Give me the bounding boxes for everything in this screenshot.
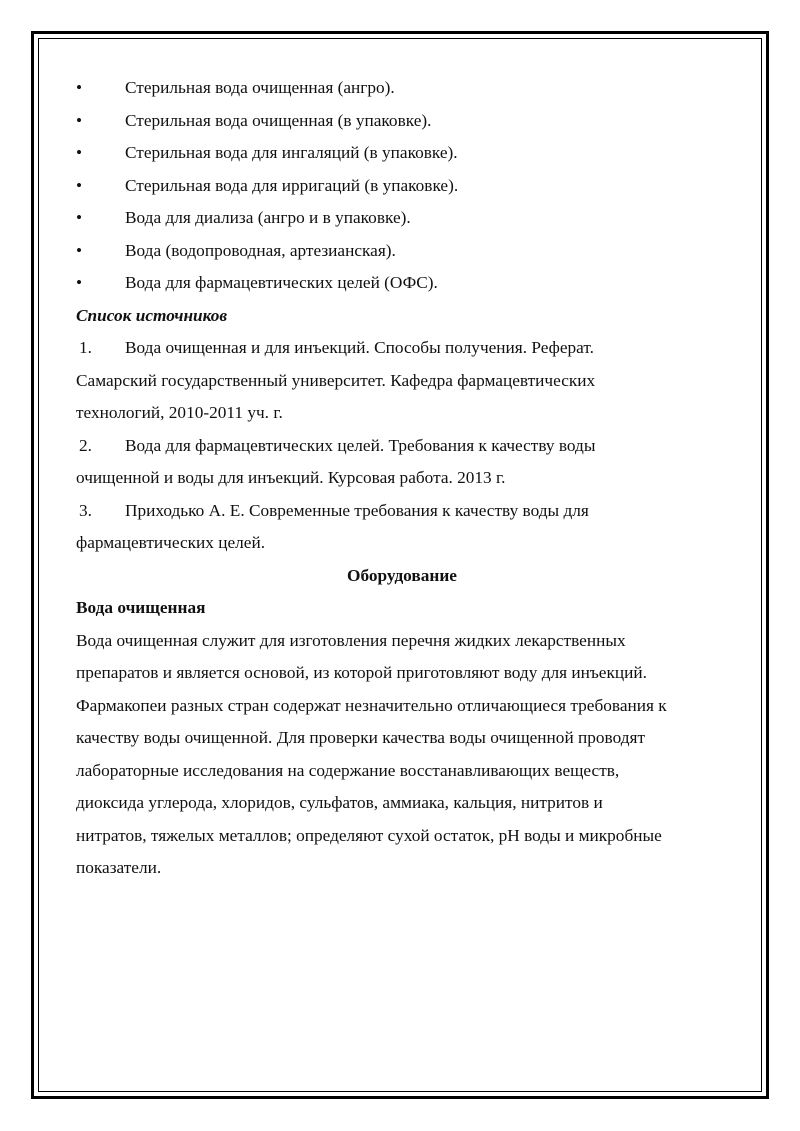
list-item-text: Стерильная вода для ирригаций (в упаковке). [125, 175, 459, 195]
purified-water-heading: Вода очищенная [76, 598, 206, 617]
source-text-line: фармацевтических целей. [76, 533, 266, 552]
bullet-icon: • [76, 78, 83, 97]
bullet-icon: • [76, 208, 83, 227]
purified-water-paragraph [76, 625, 728, 885]
list-item [76, 235, 728, 268]
paragraph-line: показатели. [76, 858, 162, 877]
source-text: Приходько А. Е. Современные требования к качеству воды для [125, 500, 589, 520]
paragraph-line: нитратов, тяжелых металлов; определяют сухой остаток, pH воды и микробные [76, 825, 662, 845]
source-item [76, 332, 728, 430]
list-item-text: Вода для фармацевтических целей (ОФС). [125, 273, 438, 292]
bullet-icon: • [76, 175, 83, 195]
bullet-icon: • [76, 240, 83, 260]
list-item-text: Вода (водопроводная, артезианская). [125, 240, 396, 260]
equipment-heading: Оборудование [347, 565, 457, 585]
bullet-icon: • [76, 110, 83, 130]
paragraph-line: диоксида углерода, хлоридов, сульфатов, аммиака, кальция, нитритов и [76, 793, 603, 812]
list-item [76, 105, 728, 138]
sources-heading: Список источников [76, 305, 228, 325]
list-item-text: Стерильная вода очищенная (в упаковке). [125, 110, 432, 130]
bullet-icon: • [76, 273, 83, 292]
sources-list [76, 332, 728, 560]
paragraph-line: Вода очищенная служит для изготовления перечня жидких лекарственных [76, 630, 626, 650]
list-item [76, 267, 728, 300]
source-item [76, 430, 728, 495]
list-item-text: Вода для диализа (ангро и в упаковке). [125, 208, 411, 227]
bullet-icon: • [76, 143, 83, 162]
water-types-list [76, 72, 728, 300]
list-item-text: Стерильная вода очищенная (ангро). [125, 78, 395, 97]
source-number: 3. [79, 500, 92, 520]
paragraph-line: качеству воды очищенной. Для проверки качества воды очищенной проводят [76, 728, 646, 747]
source-number: 1. [79, 338, 92, 357]
list-item [76, 202, 728, 235]
paragraph-line: препаратов и является основой, из которой приготовляют воду для инъекций. [76, 663, 647, 682]
source-number: 2. [79, 435, 92, 455]
list-item-text: Стерильная вода для ингаляций (в упаковке). [125, 143, 458, 162]
paragraph-line: лабораторные исследования на содержание восстанавливающих веществ, [76, 760, 620, 780]
source-text-line: очищенной и воды для инъекций. Курсовая работа. 2013 г. [76, 468, 506, 487]
source-text-line: Самарский государственный университет. Кафедра фармацевтических [76, 370, 596, 390]
source-item [76, 495, 728, 560]
list-item [76, 72, 728, 105]
document-body [76, 72, 728, 885]
source-text: Вода очищенная и для инъекций. Способы получения. Реферат. [125, 338, 594, 357]
list-item [76, 170, 728, 203]
source-text-line: технологий, 2010-2011 уч. г. [76, 403, 283, 422]
source-text: Вода для фармацевтических целей. Требования к качеству воды [125, 435, 596, 455]
paragraph-line: Фармакопеи разных стран содержат незначительно отличающиеся требования к [76, 695, 667, 715]
list-item [76, 137, 728, 170]
